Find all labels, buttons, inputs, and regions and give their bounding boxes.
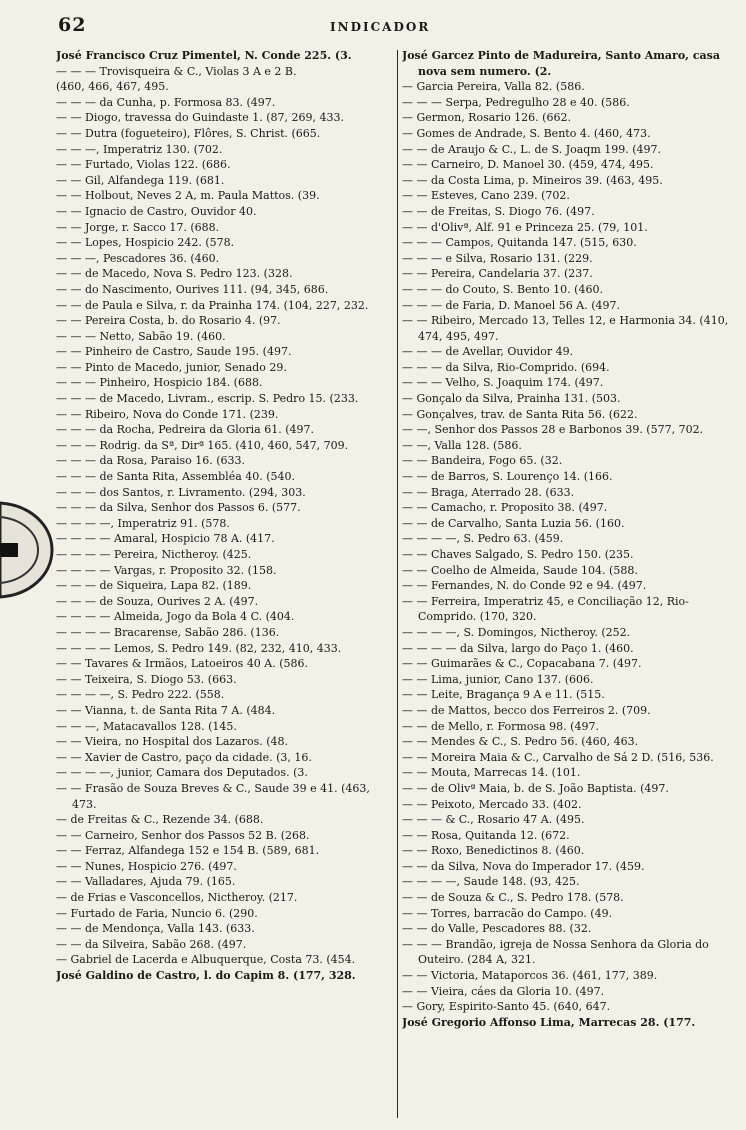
directory-entry: — — — —, S. Pedro 222. (558. [56, 688, 225, 702]
directory-entry: — — Ribeiro, Nova do Conde 171. (239. [56, 407, 279, 421]
directory-entry: — — Ferreira, Imperatriz 45, e Conciliação 12, Rio-Comprido. (170, 320. [402, 594, 689, 624]
directory-entry: — — Frasão de Souza Breves & C., Saude 39 e 41. (463, 473. [56, 781, 370, 811]
directory-entry: — — — Serpa, Pedregulho 28 e 40. (586. [402, 95, 630, 109]
directory-entry: — — de Mello, r. Formosa 98. (497. [402, 719, 599, 733]
directory-entry: — — Valladares, Ajuda 79. (165. [56, 875, 236, 889]
directory-entry: — — — —, S. Domingos, Nictheroy. (252. [402, 625, 631, 639]
directory-entry: (460, 466, 467, 495. [56, 80, 169, 94]
directory-entry: — Furtado de Faria, Nuncio 6. (290. [56, 906, 258, 920]
directory-entry: — — Bandeira, Fogo 65. (32. [402, 454, 563, 468]
directory-entry: — — Pereira, Candelaria 37. (237. [402, 267, 593, 281]
directory-entry: — — Ignacio de Castro, Ouvidor 40. [56, 204, 257, 218]
directory-entry: — — — Rodrig. da Sª, Dirª 165. (410, 460, 547, 709. [56, 438, 349, 452]
directory-entry: José Francisco Cruz Pimentel, N. Conde 225. (3. [56, 49, 352, 62]
directory-entry: — — — de Avellar, Ouvidor 49. [402, 345, 574, 359]
directory-entry: — — Victoria, Mataporcos 36. (461, 177, 389. [402, 969, 658, 983]
directory-entry: — — de Mendonça, Valla 143. (633. [56, 922, 255, 936]
directory-entry: — Garcia Pereira, Valla 82. (586. [402, 80, 585, 94]
directory-entry: — — do Nascimento, Ourives 111. (94, 345, 686. [56, 282, 329, 296]
directory-entry: — — Xavier de Castro, paço da cidade. (3, 16. [56, 750, 312, 764]
directory-entry: — — Pinto de Macedo, junior, Senado 29. [56, 360, 287, 374]
directory-entry: — — — —, Imperatriz 91. (578. [56, 516, 230, 530]
directory-entry: — Germon, Rosario 126. (662. [402, 111, 571, 125]
directory-entry: — — — da Cunha, p. Formosa 83. (497. [56, 95, 276, 109]
directory-entry: — — Mendes & C., S. Pedro 56. (460, 463. [402, 735, 639, 749]
directory-entry: — — — Campos, Quitanda 147. (515, 630. [402, 236, 637, 250]
directory-entry: — — Leite, Bragança 9 A e 11. (515. [402, 688, 605, 702]
directory-entry: — — Roxo, Benedictinos 8. (460. [402, 844, 585, 858]
directory-entry: — — — —, S. Pedro 63. (459. [402, 532, 564, 546]
directory-entry: José Gregorio Affonso Lima, Marrecas 28. (177. [402, 1015, 696, 1029]
right-column [402, 48, 738, 1098]
directory-entry: — — —, Matacavallos 128. (145. [56, 719, 237, 733]
directory-entry: — — Dutra (fogueteiro), Flôres, S. Christ. (665. [56, 126, 321, 140]
directory-entry: — — de Carvalho, Santa Luzia 56. (160. [402, 516, 625, 530]
directory-entry: — — Guimarães & C., Copacabana 7. (497. [402, 657, 642, 671]
directory-entry: — — — — Almeida, Jogo da Bola 4 C. (404. [56, 610, 295, 624]
directory-entry: — — Rosa, Quitanda 12. (672. [402, 828, 570, 842]
directory-entry: — — — Velho, S. Joaquim 174. (497. [402, 376, 604, 390]
directory-entry: — — Vieira, no Hospital dos Lazaros. (48. [56, 735, 289, 749]
directory-entry: — — de Araujo & C., L. de S. Joaqm 199. (497. [402, 142, 662, 156]
directory-entry: — — do Valle, Pescadores 88. (32. [402, 922, 592, 936]
directory-entry: — — — de Macedo, Livram., escrip. S. Pedro 15. (233. [56, 392, 359, 406]
directory-entry: — —, Valla 128. (586. [402, 438, 522, 452]
directory-entry: — — — da Rocha, Pedreira da Gloria 61. (497. [56, 423, 314, 437]
directory-entry: — Gory, Espirito-Santo 45. (640, 647. [402, 1000, 611, 1014]
directory-entry: — — d'Olivª, Alf. 91 e Princeza 25. (79, 101. [402, 220, 648, 234]
directory-entry: — — Lopes, Hospicio 242. (578. [56, 236, 235, 250]
directory-entry: — — — da Silva, Senhor dos Passos 6. (577. [56, 501, 301, 515]
directory-entry: — — — — Vargas, r. Proposito 32. (158. [56, 563, 277, 577]
directory-entry: — — Lima, junior, Cano 137. (606. [402, 672, 594, 686]
directory-entry: — — Camacho, r. Proposito 38. (497. [402, 501, 608, 515]
directory-entry: — — —, Pescadores 36. (460. [56, 251, 220, 265]
directory-entry: — — — e Silva, Rosario 131. (229. [402, 251, 593, 265]
directory-entry: — — Esteves, Cano 239. (702. [402, 189, 570, 203]
directory-entry: — — Holbout, Neves 2 A, m. Paula Mattos. (39. [56, 189, 320, 203]
directory-entry: — — de Macedo, Nova S. Pedro 123. (328. [56, 267, 293, 281]
directory-entry: — —, Senhor dos Passos 28 e Barbonos 39. (577, 702. [402, 423, 704, 437]
directory-entry: — — — —, junior, Camara dos Deputados. (3. [56, 766, 308, 780]
directory-entry: — — Vieira, cáes da Gloria 10. (497. [402, 984, 605, 998]
directory-entry: — — Coelho de Almeida, Saude 104. (588. [402, 563, 638, 577]
directory-entry: — — Nunes, Hospicio 276. (497. [56, 859, 237, 873]
page-number: 62 [58, 14, 87, 36]
directory-entry: — — — de Souza, Ourives 2 A. (497. [56, 594, 259, 608]
directory-entry: — — — de Faria, D. Manoel 56 A. (497. [402, 298, 620, 312]
directory-entry: — — Teixeira, S. Diogo 53. (663. [56, 672, 237, 686]
directory-entry: — — Tavares & Irmãos, Latoeiros 40 A. (586. [56, 657, 309, 671]
directory-entry: José Garcez Pinto de Madureira, Santo Amaro, casa nova sem numero. (2. [402, 49, 720, 78]
directory-entry: — — — dos Santos, r. Livramento. (294, 303. [56, 485, 306, 499]
directory-entry: — — — de Santa Rita, Assembléa 40. (540. [56, 470, 296, 484]
directory-entry: — — de Freitas, S. Diogo 76. (497. [402, 204, 595, 218]
directory-entry: — — — da Rosa, Paraiso 16. (633. [56, 454, 246, 468]
directory-entry: — — Mouta, Marrecas 14. (101. [402, 766, 581, 780]
directory-entry: — — — Trovisqueira & C., Violas 3 A e 2 B. [56, 64, 297, 78]
directory-entry: — — — Brandão, igreja de Nossa Senhora da Gloria do Outeiro. (284 A, 321. [402, 937, 709, 967]
directory-entry: — — — & C., Rosario 47 A. (495. [402, 813, 585, 827]
directory-entry: — — da Costa Lima, p. Mineiros 39. (463, 495. [402, 173, 663, 187]
directory-entry: — — — — da Silva, largo do Paço 1. (460. [402, 641, 634, 655]
directory-entry: — Gabriel de Lacerda e Albuquerque, Costa 73. (454. [56, 953, 356, 967]
directory-entry: — — Carneiro, Senhor dos Passos 52 B. (268. [56, 828, 310, 842]
directory-entry: — — — Pinheiro, Hospicio 184. (688. [56, 376, 263, 390]
directory-entry: — — Ribeiro, Mercado 13, Telles 12, e Harmonia 34. (410, 474, 495, 497. [402, 314, 729, 343]
directory-entry: — — Moreira Maia & C., Carvalho de Sá 2 D. (516, 536. [402, 750, 714, 764]
directory-entry: — — — — Amaral, Hospicio 78 A. (417. [56, 532, 275, 546]
directory-entry: — de Freitas & C., Rezende 34. (688. [56, 813, 264, 827]
binding-clip-mark [0, 495, 62, 605]
directory-entry: — — Jorge, r. Sacco 17. (688. [56, 220, 220, 234]
directory-entry: — Gomes de Andrade, S. Bento 4. (460, 473. [402, 126, 651, 140]
directory-entry: — — de Souza & C., S. Pedro 178. (578. [402, 891, 624, 905]
directory-entry: — — Pereira Costa, b. do Rosario 4. (97. [56, 314, 281, 328]
column-divider [397, 50, 398, 1118]
directory-entry: — — Furtado, Violas 122. (686. [56, 158, 231, 172]
directory-entry: — — — — Bracarense, Sabão 286. (136. [56, 625, 280, 639]
directory-entry: — — — — Lemos, S. Pedro 149. (82, 232, 410, 433. [56, 641, 342, 655]
directory-entry: — — Diogo, travessa do Guindaste 1. (87, 269, 433. [56, 111, 344, 125]
directory-entry: — — — Netto, Sabão 19. (460. [56, 329, 226, 343]
directory-entry: — — Gil, Alfandega 119. (681. [56, 173, 225, 187]
directory-entry: — Gonçalves, trav. de Santa Rita 56. (622. [402, 407, 638, 421]
directory-entry: José Galdino de Castro, l. do Capim 8. (177, 328. [56, 969, 356, 983]
directory-entry: — — da Silveira, Sabão 268. (497. [56, 937, 247, 951]
directory-entry: — — Pinheiro de Castro, Saude 195. (497. [56, 345, 292, 359]
directory-entry: — — Fernandes, N. do Conde 92 e 94. (497. [402, 579, 647, 593]
directory-entry: — — Vianna, t. de Santa Rita 7 A. (484. [56, 703, 276, 717]
left-column [56, 48, 396, 1098]
directory-entry: — — Chaves Salgado, S. Pedro 150. (235. [402, 548, 634, 561]
directory-entry: — — de Olivª Maia, b. de S. João Baptista. (497. [402, 781, 669, 795]
directory-entry: — — de Barros, S. Lourenço 14. (166. [402, 470, 613, 484]
directory-entry: — — Carneiro, D. Manoel 30. (459, 474, 495. [402, 158, 654, 172]
directory-entry: — — — —, Saude 148. (93, 425. [402, 875, 580, 889]
directory-entry: — — —, Imperatriz 130. (702. [56, 142, 223, 156]
directory-entry: — — de Mattos, becco dos Ferreiros 2. (709. [402, 703, 651, 717]
directory-entry: — — Torres, barracão do Campo. (49. [402, 906, 613, 920]
directory-entry: — — Peixoto, Mercado 33. (402. [402, 797, 582, 811]
directory-entry: — Gonçalo da Silva, Prainha 131. (503. [402, 392, 621, 406]
directory-entry: — — Braga, Aterrado 28. (633. [402, 485, 575, 499]
directory-entry: — — — do Couto, S. Bento 10. (460. [402, 282, 603, 296]
directory-entry: — — de Paula e Silva, r. da Prainha 174. (104, 227, 232. [56, 298, 369, 312]
directory-entry: — de Frias e Vasconcellos, Nictheroy. (217. [56, 891, 298, 905]
running-head: INDICADOR [330, 20, 431, 34]
directory-entry: — — da Silva, Nova do Imperador 17. (459. [402, 859, 645, 873]
directory-entry: — — Ferraz, Alfandega 152 e 154 B. (589, 681. [56, 844, 320, 858]
directory-entry: — — — de Siqueira, Lapa 82. (189. [56, 579, 252, 593]
directory-entry: — — — — Pereira, Nictheroy. (425. [56, 548, 252, 561]
directory-entry: — — — da Silva, Rio-Comprido. (694. [402, 360, 610, 374]
